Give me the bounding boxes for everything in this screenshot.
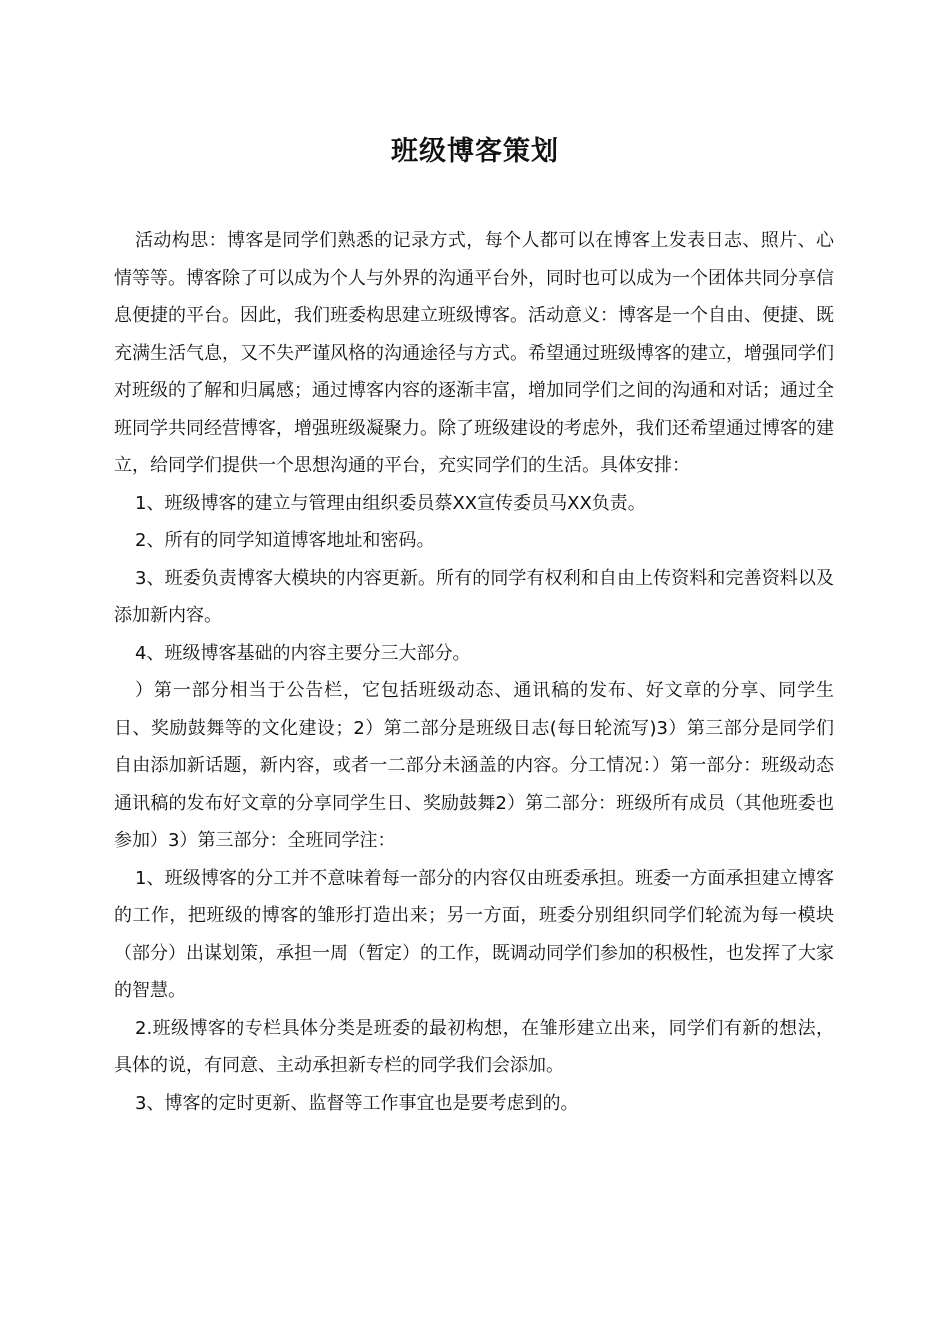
paragraph-note-2: 2.班级博客的专栏具体分类是班委的最初构想，在雏形建立出来，同学们有新的想法，具体的说，有同意、主动承担新专栏的同学我们会添加。 bbox=[114, 1017, 834, 1076]
paragraph-item-1: 1、班级博客的建立与管理由组织委员蔡XX宣传委员马XX负责。 bbox=[135, 492, 646, 514]
page-title: 班级博客策划 bbox=[391, 136, 559, 167]
paragraph-sections: ）第一部分相当于公告栏，它包括班级动态、通讯稿的发布、好文章的分享、同学生日、奖励鼓舞等的文化建设；2）第二部分是班级日志(每日轮流写)3）第三部分是同学们自由添加新话题，新内容，或者一二部分未涵盖的内容。分工情况：）第一部分：班级动态通讯稿的发布好文章的分享同学生日、奖励鼓舞2）第二部分：班级所有成员（其他班委也参加）3）第三部分：全班同学注： bbox=[114, 680, 834, 851]
document-body bbox=[114, 222, 834, 1122]
paragraph-item-4: 4、班级博客基础的内容主要分三大部分。 bbox=[135, 642, 471, 664]
paragraph-item-2: 2、所有的同学知道博客地址和密码。 bbox=[135, 530, 435, 551]
paragraph-note-3: 3、博客的定时更新、监督等工作事宜也是要考虑到的。 bbox=[135, 1092, 579, 1114]
paragraph-item-3: 3、班委负责博客大模块的内容更新。所有的同学有权利和自由上传资料和完善资料以及添加新内容。 bbox=[114, 567, 834, 626]
paragraph-note-1: 1、班级博客的分工并不意味着每一部分的内容仅由班委承担。班委一方面承担建立博客的工作，把班级的博客的雏形打造出来；另一方面，班委分别组织同学们轮流为每一模块（部分）出谋划策，承担一周（暂定）的工作，既调动同学们参加的积极性，也发挥了大家的智慧。 bbox=[114, 867, 834, 1001]
paragraph-intro: 活动构思：博客是同学们熟悉的记录方式，每个人都可以在博客上发表日志、照片、心情等等。博客除了可以成为个人与外界的沟通平台外，同时也可以成为一个团体共同分享信息便捷的平台。因此，我们班委构思建立班级博客。活动意义：博客是一个自由、便捷、既充满生活气息，又不失严谨风格的沟通途径与方式。希望通过班级博客的建立，增强同学们对班级的了解和归属感；通过博客内容的逐渐丰富，增加同学们之间的沟通和对话；通过全班同学共同经营博客，增强班级凝聚力。除了班级建设的考虑外，我们还希望通过博客的建立，给同学们提供一个思想沟通的平台，充实同学们的生活。具体安排： bbox=[114, 230, 834, 476]
